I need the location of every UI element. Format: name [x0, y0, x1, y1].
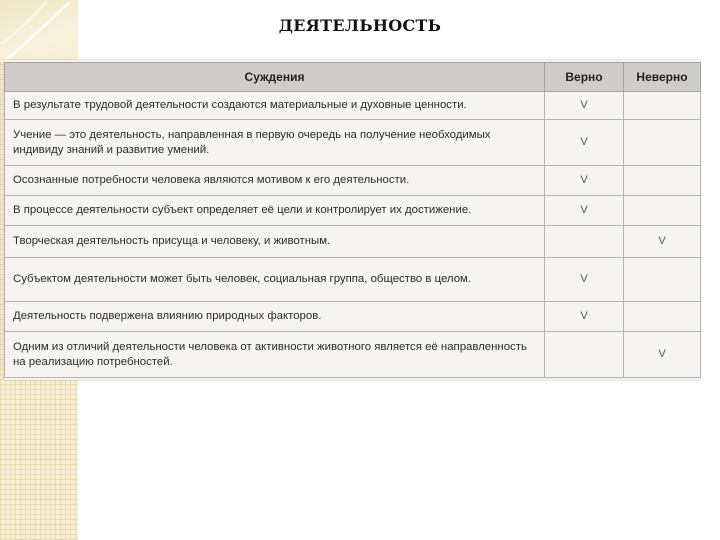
header-statement: Суждения — [5, 63, 545, 92]
statement-text: Деятельность подвержена влиянию природных факторов. — [5, 302, 545, 332]
judgements-table — [4, 62, 701, 378]
statement-text: В процессе деятельности субъект определяет её цели и контролирует их достижение. — [5, 196, 545, 226]
statement-text: Творческая деятельность присуща и человеку, и животным. — [5, 226, 545, 258]
header-true: Верно — [545, 63, 624, 92]
table-header-row — [5, 63, 701, 92]
false-mark — [624, 258, 701, 302]
table-row — [5, 166, 701, 196]
table-row — [5, 226, 701, 258]
table-row — [5, 302, 701, 332]
false-mark — [624, 196, 701, 226]
header-false: Неверно — [624, 63, 701, 92]
table-row — [5, 258, 701, 302]
table-row — [5, 332, 701, 378]
false-mark — [624, 302, 701, 332]
true-mark: V — [545, 196, 624, 226]
true-mark: V — [545, 166, 624, 196]
false-mark: V — [624, 332, 701, 378]
table-row — [5, 120, 701, 166]
true-mark — [545, 226, 624, 258]
true-mark: V — [545, 92, 624, 120]
true-mark: V — [545, 258, 624, 302]
statement-text: Одним из отличий деятельности человека от активности животного является её направленность на реализацию потребностей. — [5, 332, 545, 378]
false-mark — [624, 166, 701, 196]
true-mark: V — [545, 302, 624, 332]
statement-text: Учение — это деятельность, направленная в первую очередь на получение необходимых индивиду знаний и развитие умений. — [5, 120, 545, 166]
statement-text: Субъектом деятельности может быть человек, социальная группа, общество в целом. — [5, 258, 545, 302]
true-mark — [545, 332, 624, 378]
true-mark: V — [545, 120, 624, 166]
table-row — [5, 196, 701, 226]
statement-text: В результате трудовой деятельности создаются материальные и духовные ценности. — [5, 92, 545, 120]
false-mark: V — [624, 226, 701, 258]
statement-text: Осознанные потребности человека являются мотивом к его деятельности. — [5, 166, 545, 196]
table-row — [5, 92, 701, 120]
false-mark — [624, 92, 701, 120]
page-title: ДЕЯТЕЛЬНОСТЬ — [278, 16, 442, 35]
false-mark — [624, 120, 701, 166]
